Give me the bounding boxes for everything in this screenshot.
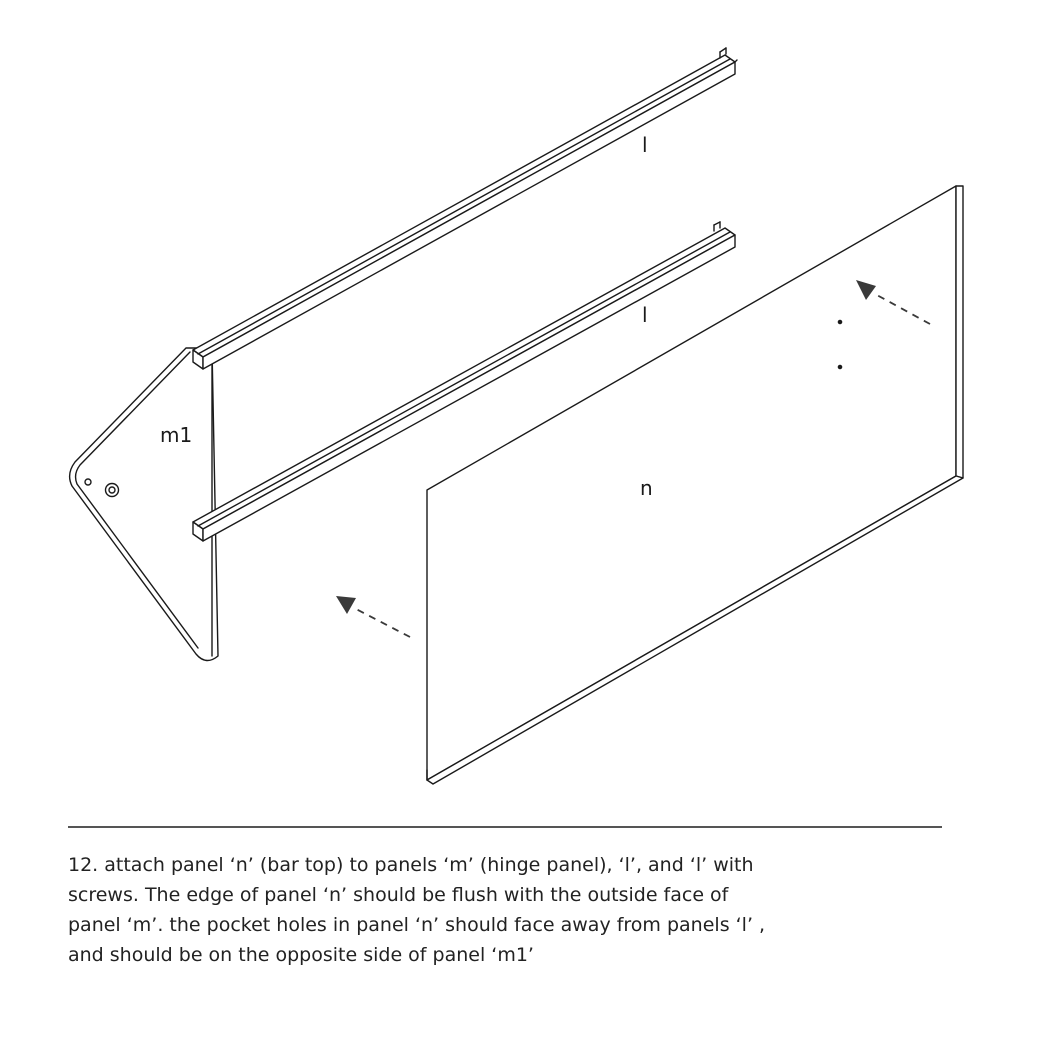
rail-l-top (193, 48, 737, 369)
panel-n (427, 186, 963, 784)
divider (68, 826, 942, 828)
instruction-line: panel ‘m’. the pocket holes in panel ‘n’ should face away from panels ‘l’ , (68, 914, 766, 936)
label-hinge-panel: m1 (160, 423, 193, 447)
instruction-line: screws. The edge of panel ‘n’ should be flush with the outside face of (68, 884, 729, 906)
instruction-text (68, 850, 828, 970)
pocket-hole (838, 320, 841, 323)
label-rail-top: l (642, 133, 648, 157)
pocket-hole (838, 365, 841, 368)
label-rail-bottom: l (642, 303, 648, 327)
panel-m1 (70, 348, 218, 661)
assembly-arrow (336, 596, 410, 637)
label-bar-top-panel: n (640, 476, 653, 500)
instruction-line: 12. attach panel ‘n’ (bar top) to panels ‘m’ (hinge panel), ‘l’, and ‘l’ with (68, 854, 754, 876)
instruction-line: and should be on the opposite side of panel ‘m1’ (68, 944, 534, 966)
